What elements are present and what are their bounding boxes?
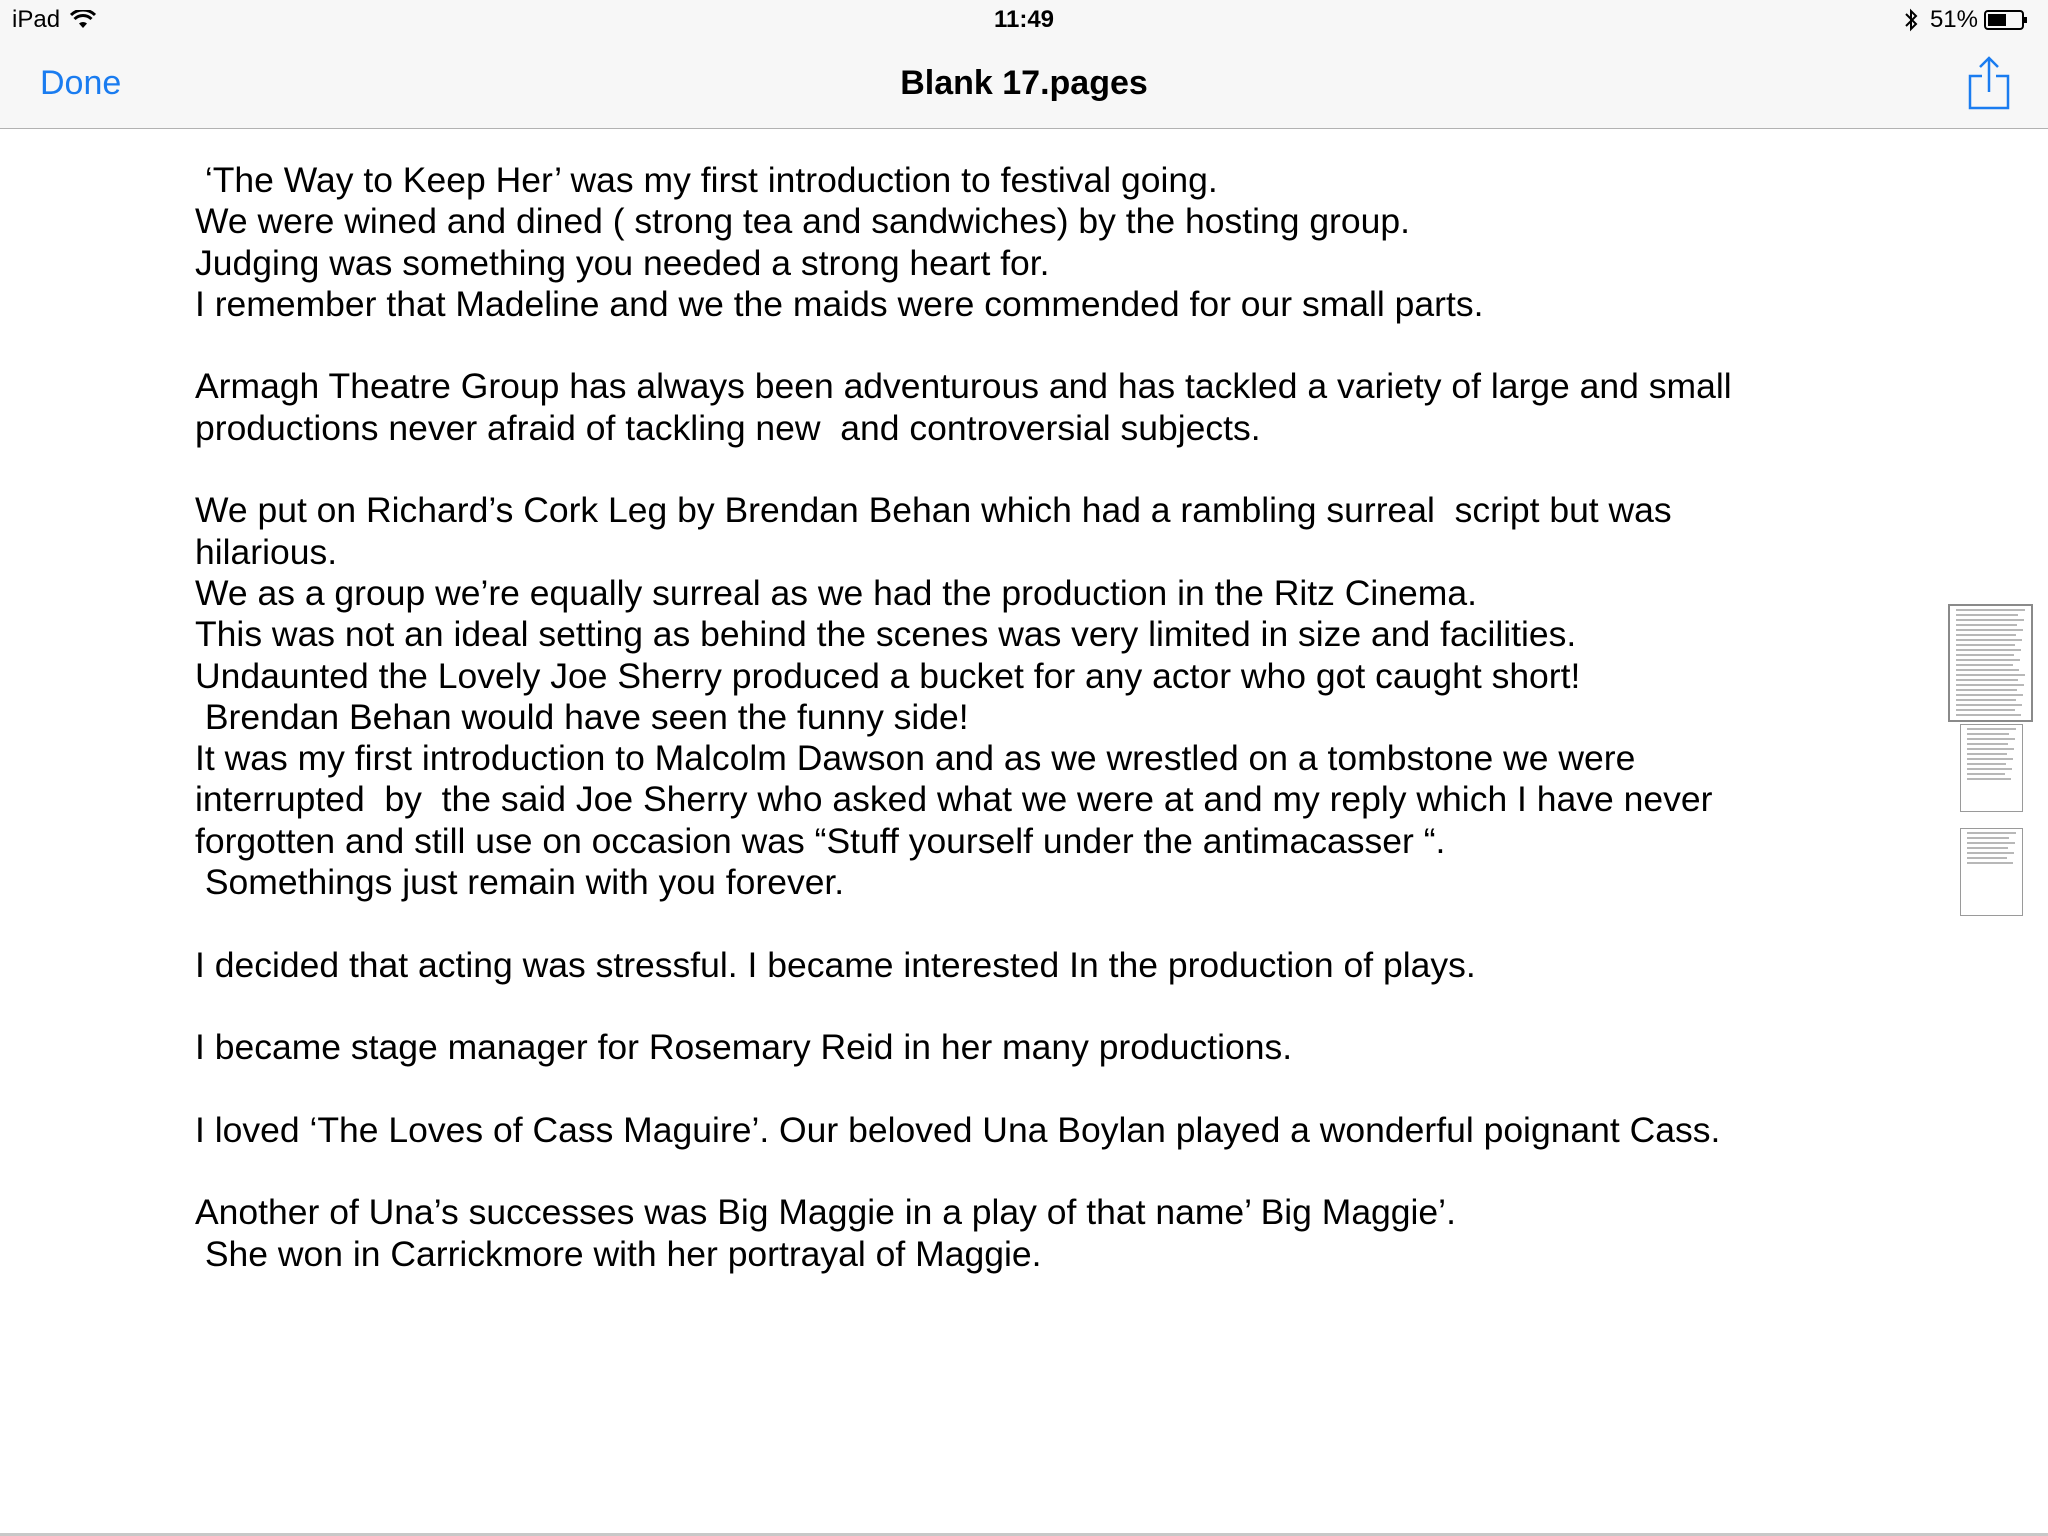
text-line: Undaunted the Lovely Joe Sherry produced a bucket for any actor who got caught short! <box>195 655 1581 696</box>
device-label: iPad <box>12 6 61 33</box>
blank-line <box>195 986 1895 1027</box>
status-time: 11:49 <box>993 6 1055 33</box>
thumbnail-text-line <box>1967 857 2007 859</box>
thumbnail-text-line <box>1967 728 2016 730</box>
thumbnail-text-line <box>1967 862 2013 864</box>
thumbnail-text-line <box>1956 649 2021 651</box>
thumbnail-text-line <box>1956 654 2014 656</box>
thumbnail-text-line <box>1956 694 2023 696</box>
share-icon[interactable] <box>1966 54 2012 112</box>
page-thumbnail-3[interactable] <box>1960 828 2023 916</box>
text-line: Another of Una’s successes was Big Maggie in a play of that name’ Big Maggie’. <box>195 1192 1456 1233</box>
text-line: We put on Richard’s Cork Leg by Brendan Behan which had a rambling surreal script but was <box>195 490 1672 531</box>
thumbnail-text-line <box>1956 684 2024 686</box>
text-line: I loved ‘The Loves of Cass Maguire’. Our beloved Una Boylan played a wonderful poignant Cass. <box>195 1109 1721 1150</box>
thumbnail-text-line <box>1967 768 2012 770</box>
thumbnail-text-line <box>1956 664 2013 666</box>
thumbnail-text-line <box>1956 624 2017 626</box>
text-line: Somethings just remain with you forever. <box>195 862 845 903</box>
thumbnail-text-line <box>1956 709 2015 711</box>
text-line: forgotten and still use on occasion was “Stuff yourself under the antimacasser “. <box>195 820 1446 861</box>
text-line: Judging was something you needed a strong heart for. <box>195 242 1050 283</box>
thumbnail-text-line <box>1967 753 2007 755</box>
text-line: I decided that acting was stressful. I became interested In the production of plays. <box>195 944 1476 985</box>
thumbnail-text-line <box>1956 674 2025 676</box>
thumbnail-text-line <box>1967 778 2011 780</box>
thumbnail-text-line <box>1956 669 2019 671</box>
thumbnail-text-line <box>1967 743 2008 745</box>
thumbnail-text-line <box>1956 679 2018 681</box>
thumbnail-text-line <box>1956 639 2022 641</box>
thumbnail-text-line <box>1956 619 2024 621</box>
battery-percent: 51% <box>1929 6 1978 33</box>
text-line: She won in Carrickmore with her portrayal of Maggie. <box>195 1233 1042 1274</box>
thumbnail-text-line <box>1956 714 2021 716</box>
text-line: productions never afraid of tackling new and controversial subjects. <box>195 407 1261 448</box>
thumbnail-text-line <box>1956 629 2023 631</box>
thumbnail-text-line <box>1956 614 2018 616</box>
bluetooth-icon <box>1904 8 1918 32</box>
text-line: This was not an ideal setting as behind the scenes was very limited in size and facilities. <box>195 614 1577 655</box>
text-line: It was my first introduction to Malcolm Dawson and as we wrestled on a tombstone we were <box>195 738 1636 779</box>
thumbnail-text-line <box>1967 842 2015 844</box>
thumbnail-text-line <box>1967 738 2015 740</box>
thumbnail-text-line <box>1967 748 2014 750</box>
thumbnail-text-line <box>1967 758 2013 760</box>
thumbnail-text-line <box>1956 634 2016 636</box>
nav-bar <box>0 42 2048 129</box>
blank-line <box>195 1151 1895 1192</box>
thumbnail-text-line <box>1967 733 2009 735</box>
thumbnail-text-line <box>1956 704 2022 706</box>
thumbnail-text-line <box>1956 699 2016 701</box>
blank-line <box>195 1069 1895 1110</box>
document-body[interactable] <box>195 160 1895 1275</box>
page-thumbnail-2[interactable] <box>1960 724 2023 812</box>
page-thumbnail-1[interactable] <box>1948 604 2033 722</box>
thumbnail-text-line <box>1967 763 2006 765</box>
status-right <box>1904 6 2028 34</box>
text-line: interrupted by the said Joe Sherry who asked what we were at and my reply which I have never <box>195 779 1713 820</box>
blank-line <box>195 903 1895 944</box>
text-line: Armagh Theatre Group has always been adventurous and has tackled a variety of large and small <box>195 366 1732 407</box>
text-line: Brendan Behan would have seen the funny side! <box>195 696 969 737</box>
thumbnail-text-line <box>1967 837 2009 839</box>
text-line: We as a group we’re equally surreal as we had the production in the Ritz Cinema. <box>195 572 1477 613</box>
thumbnail-text-line <box>1956 609 2025 611</box>
thumbnail-text-line <box>1967 773 2005 775</box>
text-line: I remember that Madeline and we the maids were commended for our small parts. <box>195 283 1484 324</box>
done-button[interactable]: Done <box>40 64 122 102</box>
thumbnail-text-line <box>1956 689 2017 691</box>
thumbnail-text-line <box>1956 644 2015 646</box>
thumbnail-text-line <box>1967 852 2014 854</box>
thumbnail-text-line <box>1956 659 2020 661</box>
status-bar <box>0 0 2048 42</box>
blank-line <box>195 325 1895 366</box>
text-line: I became stage manager for Rosemary Reid in her many productions. <box>195 1027 1293 1068</box>
text-line: hilarious. <box>195 531 338 572</box>
battery-icon <box>1984 10 2028 30</box>
text-line: ‘The Way to Keep Her’ was my first introduction to festival going. <box>195 160 1218 200</box>
thumbnail-text-line <box>1967 847 2008 849</box>
blank-line <box>195 449 1895 490</box>
text-line: We were wined and dined ( strong tea and sandwiches) by the hosting group. <box>195 201 1410 242</box>
thumbnail-text-line <box>1967 832 2016 834</box>
document-title: Blank 17.pages <box>900 64 1148 102</box>
